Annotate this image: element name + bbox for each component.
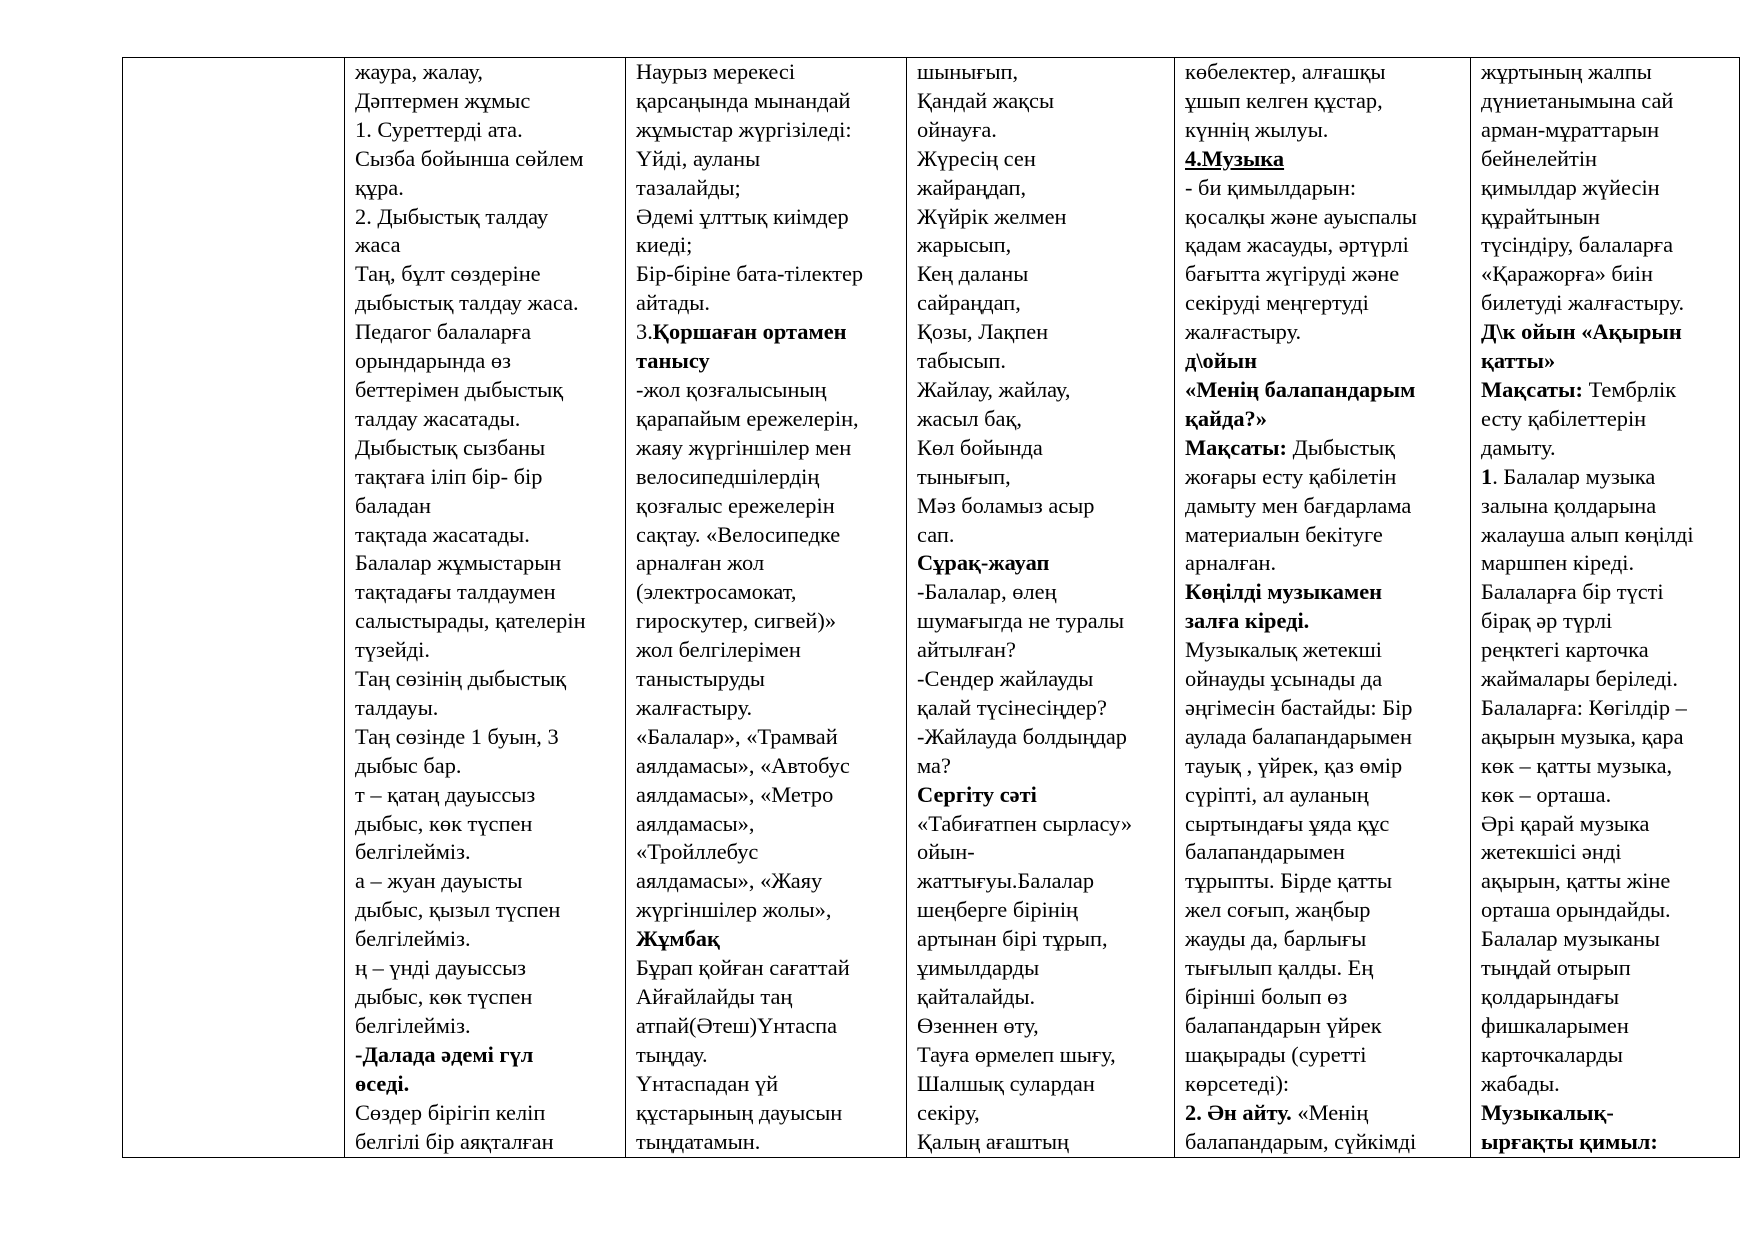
text-line: - би қимылдарын:: [1185, 174, 1357, 200]
text-line: «Табиғатпен сырласу»: [917, 810, 1133, 836]
text-line: а – жуан дауысты: [355, 868, 523, 894]
text-line: жаса: [355, 232, 401, 258]
text-line: «Тройллебус: [636, 839, 759, 865]
text-line: тақтадағы талдаумен: [355, 579, 556, 605]
text-line: жаяу жүргіншілер мен: [636, 434, 852, 460]
text-line: билетуді жалғастыру.: [1481, 290, 1685, 316]
text-line: дүниетанымына сай: [1481, 87, 1674, 113]
text-line: қалай түсінесіңдер?: [917, 694, 1107, 720]
text-line: жаттығуы.Балалар: [917, 868, 1095, 894]
text-line: Музыкалық жетекші: [1185, 637, 1382, 663]
text-line: күннің жылуы.: [1185, 116, 1329, 142]
text-line: көрсетеді):: [1185, 1070, 1290, 1096]
text-line: жұмыстар жүргізіледі:: [636, 116, 852, 142]
table-cell-6: [1471, 58, 1740, 1158]
text-line: қарсаңында мынандай: [636, 87, 851, 113]
text-run: 1: [1481, 463, 1493, 489]
text-line: Балалар жұмыстарын: [355, 550, 562, 576]
text-line: Қалың ағаштың: [917, 1128, 1069, 1154]
text-run: Мақсаты:: [1185, 434, 1287, 460]
text-line: Таң сөзінде 1 буын, 3: [355, 723, 559, 749]
text-line: тыңдай отырып: [1481, 955, 1631, 981]
text-line: балапандарымен: [1185, 839, 1345, 865]
text-line: ұшып келген құстар,: [1185, 87, 1383, 113]
text-line: Тауға өрмелеп шығу,: [917, 1041, 1116, 1067]
text-line: қолдарындағы: [1481, 984, 1620, 1009]
text-line: көк – орташа.: [1481, 781, 1612, 807]
text-line: табысып.: [917, 348, 1006, 374]
text-line: [636, 318, 896, 347]
text-line: бірақ әр түрлі: [1481, 608, 1613, 634]
text-line: жайраңдап,: [917, 174, 1027, 200]
text-line: (электросамокат,: [636, 579, 797, 605]
text-line: атпай(Әтеш)Үнтаспа: [636, 1012, 838, 1038]
text-line: Педагог балаларға: [355, 319, 532, 345]
text-line: ойнауды ұсынады да: [1185, 666, 1383, 692]
text-line: т – қатаң дауыссыз: [355, 781, 536, 807]
text-line: танысу: [636, 348, 710, 374]
text-line: шақырады (суретті: [1185, 1041, 1367, 1067]
text-line: құстарының дауысын: [636, 1099, 843, 1125]
text-line: аялдамасы», «Метро: [636, 781, 834, 807]
text-line: Бір-біріне бата-тілектер: [636, 261, 864, 287]
text-line: [1481, 463, 1729, 492]
text-line: секіруді меңгертуді: [1185, 290, 1369, 316]
text-line: Дыбыстық сызбаны: [355, 434, 546, 460]
text-line: -Балалар, өлең: [917, 579, 1057, 605]
text-run: Тембрлік: [1583, 376, 1677, 402]
text-line: қайталайды.: [917, 984, 1036, 1009]
text-line: бейнелейтін: [1481, 145, 1598, 171]
text-line: Д\к ойын «Ақырын: [1481, 319, 1682, 345]
text-line: сақтау. «Велосипедке: [636, 521, 841, 547]
table-row: [123, 58, 1740, 1158]
text-line: гироскутер, сигвей)»: [636, 608, 837, 634]
text-run: Қоршаған ортамен: [652, 319, 847, 345]
text-line: жасыл бақ,: [917, 405, 1022, 431]
text-line: материалын бекітуге: [1185, 521, 1383, 547]
text-line: қайда?»: [1185, 405, 1267, 431]
text-line: аялдамасы», «Автобус: [636, 752, 850, 778]
text-line: ң – үнді дауыссыз: [355, 955, 526, 981]
text-line: тұрыпты. Бірде қатты: [1185, 868, 1392, 894]
text-line: Дәптермен жұмыс: [355, 87, 531, 113]
text-line: орындарында өз: [355, 348, 511, 374]
text-line: жауды да, барлығы: [1185, 926, 1367, 952]
text-line: велосипедшілердің: [636, 463, 820, 489]
text-line: ақырын музыка, қара: [1481, 723, 1684, 749]
text-line: «Менің балапандарым: [1185, 376, 1416, 402]
text-line: балапандарым, сүйкімді: [1185, 1128, 1417, 1154]
text-line: жел соғып, жаңбыр: [1185, 897, 1371, 923]
text-line: жетекшісі әнді: [1481, 839, 1622, 865]
text-line: тығылып қалды. Ең: [1185, 955, 1374, 981]
text-line: [1185, 434, 1460, 463]
text-line: дыбыстық талдау жаса.: [355, 290, 579, 316]
text-line: Әрі қарай музыка: [1481, 810, 1650, 836]
lesson-plan-table: [122, 57, 1740, 1158]
text-line: жаймалары беріледі.: [1481, 666, 1678, 692]
text-line: қарапайым ережелерін,: [636, 405, 859, 431]
text-line: дамыту мен бағдарлама: [1185, 492, 1412, 518]
text-line: жаура, жалау,: [355, 59, 483, 84]
text-line: беттерімен дыбыстық: [355, 376, 564, 402]
text-line: залына қолдарына: [1481, 492, 1657, 518]
text-line: ұимылдарды: [917, 955, 1040, 981]
text-line: айтады.: [636, 290, 710, 316]
text-line: -Жайлауда болдыңдар: [917, 723, 1127, 749]
text-line: жоғары есту қабілетін: [1185, 463, 1397, 489]
text-line: жол белгілерімен: [636, 637, 801, 663]
text-line: баладан: [355, 492, 431, 518]
table-cell-3: [626, 58, 907, 1158]
text-line: Мәз боламыз асыр: [917, 492, 1095, 518]
text-line: Балалар музыканы: [1481, 926, 1660, 952]
text-run: 3.: [636, 319, 653, 345]
text-line: Сергіту сәті: [917, 781, 1037, 807]
text-line: [1185, 1099, 1460, 1128]
text-line: карточкаларды: [1481, 1041, 1623, 1067]
text-line: дыбыс, көк түспен: [355, 984, 533, 1009]
text-line: жалғастыру.: [1185, 319, 1302, 345]
text-line: «Қаражорға» биін: [1481, 261, 1653, 287]
text-line: Жұмбақ: [636, 926, 720, 952]
text-line: арналған жол: [636, 550, 765, 576]
text-line: тақтада жасатады.: [355, 521, 530, 547]
text-line: Балаларға: Көгілдір –: [1481, 694, 1687, 720]
text-line: ойнауға.: [917, 116, 997, 142]
text-line: сап.: [917, 521, 955, 547]
text-line: Көңілді музыкамен: [1185, 579, 1383, 605]
text-line: Үйді, ауланы: [636, 145, 761, 171]
table-cell-4: [907, 58, 1175, 1158]
text-line: балапандарын үйрек: [1185, 1012, 1382, 1038]
text-line: залға кіреді.: [1185, 608, 1310, 634]
text-line: белгілейміз.: [355, 839, 471, 865]
text-line: жұртының жалпы: [1481, 59, 1652, 84]
text-line: қадам жасауды, әртүрлі: [1185, 232, 1409, 258]
text-line: Сұрақ-жауап: [917, 550, 1050, 576]
text-line: аялдамасы»,: [636, 810, 755, 836]
text-line: Кең даланы: [917, 261, 1029, 287]
table-cell-5: [1175, 58, 1471, 1158]
text-line: -Сендер жайлауды: [917, 666, 1094, 692]
text-line: құра.: [355, 174, 404, 200]
text-line: аулада балапандарымен: [1185, 723, 1412, 749]
text-line: айтылған?: [917, 637, 1016, 663]
text-line: тынығып,: [917, 463, 1011, 489]
text-line: -Далада әдемі гүл: [355, 1041, 534, 1067]
text-line: тақтаға іліп бір- бір: [355, 463, 543, 489]
text-line: аялдамасы», «Жаяу: [636, 868, 823, 894]
text-line: көбелектер, алғашқы: [1185, 59, 1386, 84]
text-line: ма?: [917, 752, 951, 778]
text-line: жабады.: [1481, 1070, 1560, 1096]
text-run: «Менің: [1291, 1099, 1369, 1125]
text-line: есту қабілеттерін: [1481, 405, 1647, 431]
text-line: көк – қатты музыка,: [1481, 752, 1673, 778]
text-line: тыңдатамын.: [636, 1128, 761, 1154]
text-line: 2. Дыбыстық талдау: [355, 203, 549, 229]
text-line: жүргіншілер жолы»,: [636, 897, 832, 923]
text-line: Сызба бойынша сөйлем: [355, 145, 584, 171]
text-run: . Балалар музыка: [1492, 463, 1656, 489]
text-line: реңктегі карточка: [1481, 637, 1649, 663]
text-line: Өзеннен өту,: [917, 1012, 1039, 1038]
text-line: Сөздер бірігіп келіп: [355, 1099, 546, 1125]
text-line: -жол қозғалысының: [636, 376, 827, 402]
text-line: Жүресің сен: [917, 145, 1036, 171]
text-line: Таң, бұлт сөздеріне: [355, 261, 541, 287]
text-line: дамыту.: [1481, 434, 1556, 460]
text-line: Наурыз мерекесі: [636, 59, 796, 84]
text-line: Қозы, Лақпен: [917, 319, 1049, 345]
text-line: Айғайлайды таң: [636, 984, 793, 1009]
text-line: Үнтаспадан үй: [636, 1070, 779, 1096]
text-line: 4.Музыка: [1185, 145, 1285, 171]
text-line: маршпен кіреді.: [1481, 550, 1635, 576]
text-line: [1481, 376, 1729, 405]
text-line: өседі.: [355, 1070, 410, 1096]
text-line: таныстыруды: [636, 666, 765, 692]
text-line: шынығып,: [917, 59, 1019, 84]
text-line: қатты»: [1481, 348, 1556, 374]
text-line: арман-мұраттарын: [1481, 116, 1660, 142]
text-run: Мақсаты:: [1481, 376, 1583, 402]
text-line: Бұрап қойған сағаттай: [636, 955, 850, 981]
text-line: талдау жасатады.: [355, 405, 521, 431]
text-line: жарысып,: [917, 232, 1012, 258]
text-line: жалауша алып көңілді: [1481, 521, 1694, 547]
text-line: сүріпті, ал ауланың: [1185, 781, 1369, 807]
text-line: дыбыс, көк түспен: [355, 810, 533, 836]
text-line: Балаларға бір түсті: [1481, 579, 1664, 605]
text-line: бағытта жүгіруді және: [1185, 261, 1400, 287]
text-line: түсіндіру, балаларға: [1481, 232, 1674, 258]
text-line: Көл бойында: [917, 434, 1043, 460]
text-line: тыңдау.: [636, 1041, 708, 1067]
text-line: киеді;: [636, 232, 693, 258]
text-line: бірінші болып өз: [1185, 984, 1348, 1009]
text-line: Жайлау, жайлау,: [917, 376, 1071, 402]
text-line: Жүйрік желмен: [917, 203, 1067, 229]
text-line: Музыкалық-: [1481, 1099, 1614, 1125]
text-line: дыбыс, қызыл түспен: [355, 897, 561, 923]
text-line: Әдемі ұлттық киімдер: [636, 203, 849, 229]
text-line: ақырын, қатты жіне: [1481, 868, 1671, 894]
text-line: арналған.: [1185, 550, 1277, 576]
text-run: 2. Ән айту.: [1185, 1099, 1292, 1125]
text-line: талдауы.: [355, 694, 439, 720]
text-line: шумағыгда не туралы: [917, 608, 1125, 634]
text-line: құрайтынын: [1481, 203, 1601, 229]
text-line: дыбыс бар.: [355, 752, 462, 778]
text-line: қосалқы және ауыспалы: [1185, 203, 1417, 229]
text-line: тауық , үйрек, қаз өмір: [1185, 752, 1403, 778]
table-cell-1: [123, 58, 345, 1158]
text-line: жалғастыру.: [636, 694, 753, 720]
text-run: Дыбыстық: [1287, 434, 1395, 460]
text-line: сайраңдап,: [917, 290, 1021, 316]
text-line: әңгімесін бастайды: Бір: [1185, 694, 1413, 720]
text-line: ырғақты қимыл:: [1481, 1128, 1658, 1154]
text-line: түзейді.: [355, 637, 430, 663]
text-line: фишкаларымен: [1481, 1012, 1629, 1038]
text-line: «Балалар», «Трамвай: [636, 723, 838, 749]
text-line: Таң сөзінің дыбыстық: [355, 666, 567, 692]
text-line: д\ойын: [1185, 348, 1258, 374]
text-line: белгілейміз.: [355, 1012, 471, 1038]
text-line: 1. Суреттерді ата.: [355, 116, 523, 142]
text-line: қозғалыс ережелерін: [636, 492, 835, 518]
text-line: белгілі бір аяқталған: [355, 1128, 554, 1154]
text-line: ойын-: [917, 839, 975, 865]
text-line: белгілейміз.: [355, 926, 471, 952]
text-line: қимылдар жүйесін: [1481, 174, 1660, 200]
table-cell-2: [345, 58, 626, 1158]
text-line: Шалшық сулардан: [917, 1070, 1095, 1096]
text-line: сыртындағы ұяда құс: [1185, 810, 1390, 836]
text-line: секіру,: [917, 1099, 980, 1125]
text-line: салыстырады, қателерін: [355, 608, 586, 634]
text-line: артынан бірі тұрып,: [917, 926, 1108, 952]
text-line: Қандай жақсы: [917, 87, 1055, 113]
text-line: шеңберге бірінің: [917, 897, 1079, 923]
text-line: орташа орындайды.: [1481, 897, 1671, 923]
text-line: тазалайды;: [636, 174, 741, 200]
